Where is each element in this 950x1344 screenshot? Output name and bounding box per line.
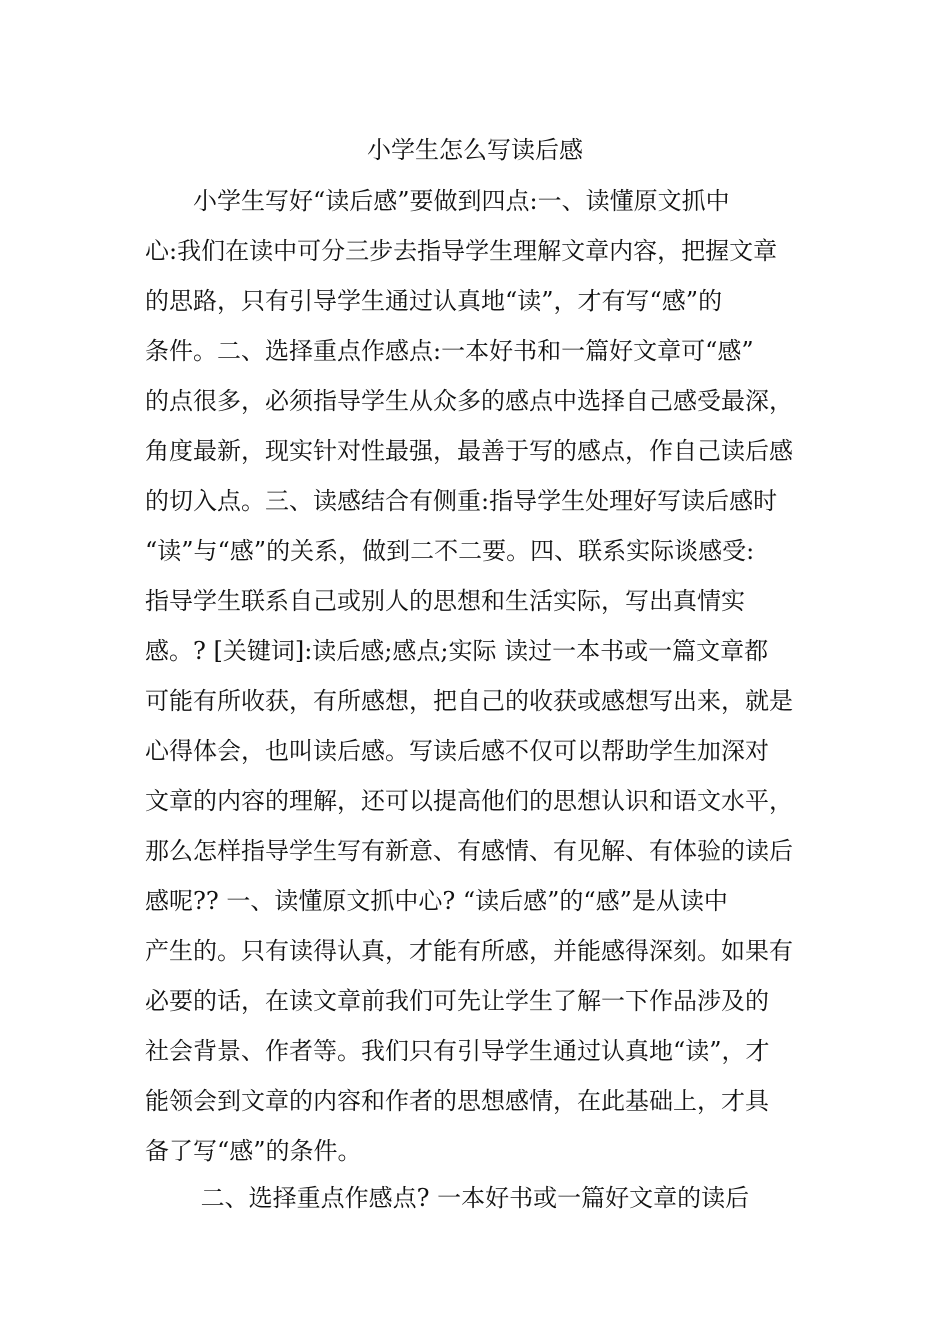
text-line: 那么怎样指导学生写有新意、有感情、有见解、有体验的读后	[145, 837, 793, 865]
text-line: “读”与“感”的关系，做到二不二要。四、联系实际谈感受:	[145, 537, 755, 565]
document-title: 小学生怎么写读后感	[367, 136, 583, 164]
paragraph-1	[145, 176, 815, 1176]
text-line: 条件。二、选择重点作感点:一本好书和一篇好文章可“感”	[145, 337, 754, 365]
text-line: 感呢?? 一、读懂原文抓中心? “读后感”的“感”是从读中	[145, 887, 728, 915]
text-line: 社会背景、作者等。我们只有引导学生通过认真地“读”，才	[145, 1037, 770, 1065]
text-line: 的点很多，必须指导学生从众多的感点中选择自己感受最深，	[145, 387, 793, 415]
text-line: 指导学生联系自己或别人的思想和生活实际，写出真情实	[145, 587, 745, 615]
text-line: 能领会到文章的内容和作者的思想感情，在此基础上，才具	[145, 1087, 769, 1115]
paragraph-2	[145, 1173, 815, 1223]
text-line: 产生的。只有读得认真，才能有所感，并能感得深刻。如果有	[145, 937, 793, 965]
text-line: 的思路，只有引导学生通过认真地“读”，才有写“感”的	[145, 287, 723, 315]
text-line: 二、选择重点作感点? 一本好书或一篇好文章的读后	[145, 1184, 750, 1212]
text-line: 心得体会，也叫读后感。写读后感不仅可以帮助学生加深对	[145, 737, 769, 765]
text-line: 角度最新，现实针对性最强，最善于写的感点，作自己读后感	[145, 437, 793, 465]
text-line: 必要的话，在读文章前我们可先让学生了解一下作品涉及的	[145, 987, 769, 1015]
text-line: 感。? [关键词]:读后感;感点;实际 读过一本书或一篇文章都	[145, 637, 769, 665]
text-line: 备了写“感”的条件。	[145, 1137, 362, 1165]
text-line: 小学生写好“读后感”要做到四点:一、读懂原文抓中	[145, 187, 730, 215]
text-line: 文章的内容的理解，还可以提高他们的思想认识和语文水平，	[145, 787, 793, 815]
text-line: 心:我们在读中可分三步去指导学生理解文章内容，把握文章	[145, 237, 778, 265]
text-line: 可能有所收获，有所感想，把自己的收获或感想写出来，就是	[145, 687, 793, 715]
text-line: 的切入点。三、读感结合有侧重:指导学生处理好写读后感时	[145, 487, 778, 515]
